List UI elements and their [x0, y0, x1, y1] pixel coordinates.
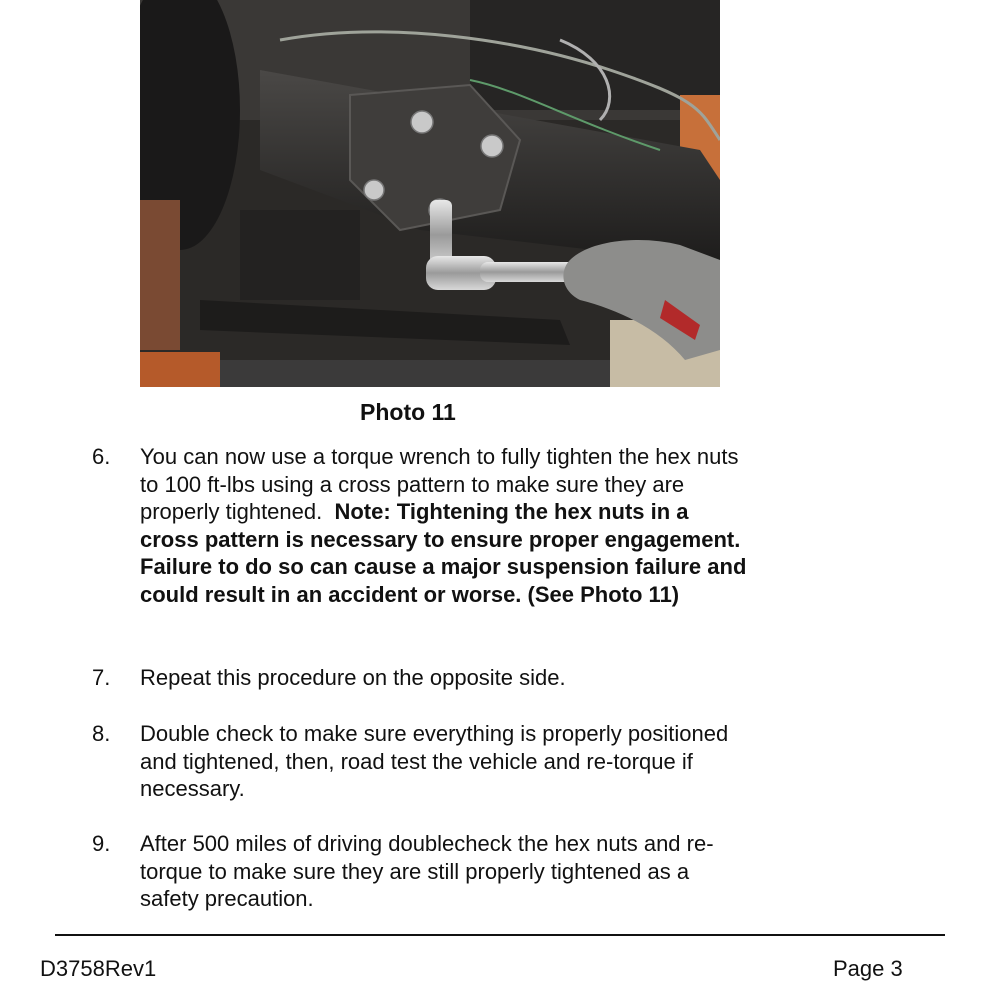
- step-6-text: You can now use a torque wrench to fully tighten the hex nuts to 100 ft-lbs using a cross pattern to make sure they are properly tightened.: [140, 444, 739, 524]
- step-text: Double check to make sure everything is properly positioned and tightened, then, road test the vehicle and re-torque if necessary.: [140, 721, 729, 801]
- page-number: Page 3: [833, 956, 903, 981]
- undercarriage-photo: [140, 0, 720, 387]
- step-text: After 500 miles of driving doublecheck the hex nuts and re-torque to make sure they are still properly tightened as a safety precaution.: [140, 831, 714, 911]
- document-id: D3758Rev1: [40, 956, 157, 981]
- step-text: Repeat this procedure on the opposite side.: [140, 665, 566, 690]
- footer-divider: [55, 934, 945, 936]
- photo-caption: Photo 11: [360, 399, 456, 425]
- step-text: [140, 443, 750, 608]
- step-number: 9.: [92, 831, 111, 856]
- step-number: 7.: [92, 665, 111, 690]
- step-6-note: Note: Tightening the hex nuts in a cross pattern is necessary to ensure proper engagement. Failure to do so can cause a major suspension failure and could result in an accident or worse. (See Photo 11): [140, 499, 747, 607]
- step-number: 8.: [92, 721, 111, 746]
- step-number: 6.: [92, 444, 111, 469]
